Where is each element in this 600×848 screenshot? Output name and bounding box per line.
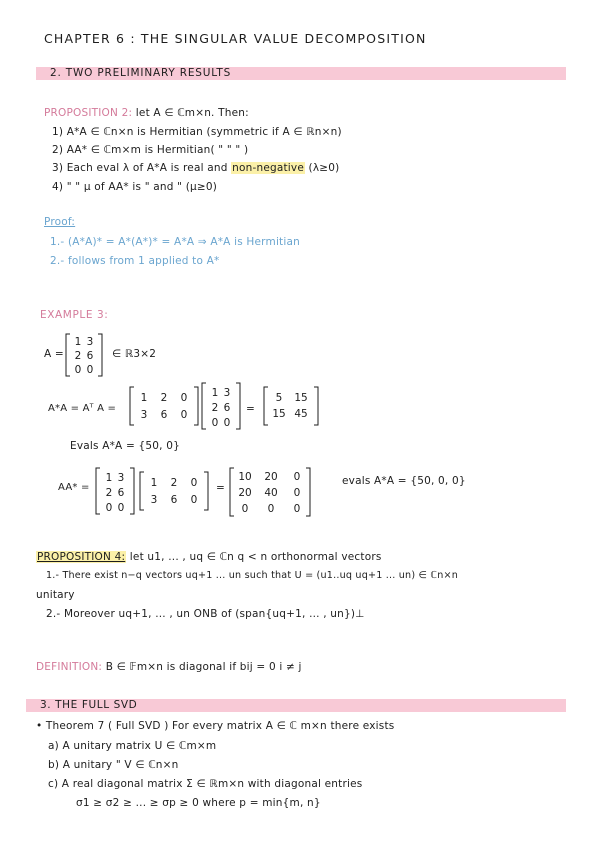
example-3-label: EXAMPLE 3: [40,309,109,321]
matrix-At-copy-entry: 0 [190,477,198,489]
matrix-AtA-entry: 5 [275,392,283,404]
definition [36,661,302,673]
matrix-At [128,383,200,433]
matrix-A-copy-entry: 2 [211,402,219,414]
prop2-item-4: 4) " " μ of AA* is " and " (μ≥0) [52,181,218,193]
matrix-At-entry: 0 [180,392,188,404]
matrix-A-copy-entry: 3 [223,387,231,399]
equals-1: = [246,403,255,415]
AstarA-lhs: A*A = Aᵀ A = [48,403,117,414]
matrix-A-space: ∈ ℝ3×2 [112,348,157,360]
matrix-AAt-entry: 40 [264,487,278,499]
matrix-A-copy [200,381,242,435]
proof-line-2: 2.- follows from 1 applied to A* [50,255,220,267]
proof-label: Proof: [44,216,76,228]
matrix-A-copy-2-entry: 3 [117,472,125,484]
matrix-At-copy-entry: 6 [170,494,178,506]
theorem-line-a: a) A unitary matrix U ∈ ℂm×m [48,740,217,752]
matrix-A-lhs: A = [44,348,64,360]
matrix-At-entry: 2 [160,392,168,404]
prop2-item-1: 1) A*A ∈ ℂn×n is Hermitian (symmetric if A ∈ ℝn×n) [52,126,342,138]
matrix-A-copy-entry: 1 [211,387,219,399]
matrix-AAt-entry: 0 [293,503,301,515]
proposition-2-label: PROPOSITION 2: [44,107,133,119]
matrix-AtA-entry: 15 [272,408,286,420]
definition-label: DEFINITION: [36,661,103,673]
proposition-4 [36,551,382,563]
matrix-A-copy-2-entry: 0 [117,502,125,514]
matrix-A-entry: 0 [86,364,94,376]
matrix-AtA [262,385,320,431]
matrix-AAt-entry: 0 [293,487,301,499]
matrix-At-copy-entry: 3 [150,494,158,506]
prop4-line-1: 1.- There exist n−q vectors uq+1 ... un such that U = (u1..uq uq+1 ... un) ∈ ℂn×n [46,570,459,581]
prop2-item-3-tail: (λ≥0) [308,162,340,174]
prop2-item-2: 2) AA* ∈ ℂm×m is Hermitian( " " " ) [52,144,249,156]
matrix-At-copy [138,468,210,518]
matrix-A-copy-entry: 0 [223,417,231,429]
matrix-A-entry: 0 [74,364,82,376]
theorem-line-b: b) A unitary " V ∈ ℂn×n [48,759,179,771]
proposition-2 [44,107,249,119]
matrix-A-entry: 6 [86,350,94,362]
proposition-4-label: PROPOSITION 4: [37,551,126,563]
matrix-AAt-entry: 10 [238,471,252,483]
matrix-A-copy-entry: 0 [211,417,219,429]
prop4-line-2: 2.- Moreover uq+1, ... , un ONB of (span{uq+1, ... , un})⊥ [46,608,365,620]
proposition-2-intro: let A ∈ ℂm×n. Then: [135,107,249,119]
matrix-At-copy-entry: 1 [150,477,158,489]
section-2-title: 2. TWO PRELIMINARY RESULTS [50,67,232,79]
prop2-item-3-text: 3) Each eval λ of A*A is real and [52,162,228,174]
evals-line-2: evals A*A = {50, 0, 0} [342,475,466,487]
matrix-AAt-entry: 0 [293,471,301,483]
chapter-title: CHAPTER 6 : THE SINGULAR VALUE DECOMPOSITION [44,31,427,46]
matrix-A-copy-2-entry: 0 [105,502,113,514]
non-negative-highlight: non-negative [232,162,304,174]
matrix-At-entry: 6 [160,409,168,421]
matrix-AAt-entry: 20 [238,487,252,499]
matrix-AtA-entry: 45 [294,408,308,420]
matrix-A [64,332,104,382]
section-3-title: 3. THE FULL SVD [40,699,138,711]
matrix-At-entry: 0 [180,409,188,421]
matrix-AAt [228,466,312,522]
definition-text: B ∈ 𝔽m×n is diagonal if bij = 0 i ≠ j [105,661,302,673]
theorem-line-0: • Theorem 7 ( Full SVD ) For every matrix A ∈ ℂ m×n there exists [36,720,395,732]
matrix-A-entry: 3 [86,336,94,348]
matrix-A-copy-2 [94,466,136,520]
matrix-AAt-entry: 0 [267,503,275,515]
equals-2: = [216,482,225,494]
matrix-A-entry: 2 [74,350,82,362]
matrix-At-entry: 1 [140,392,148,404]
theorem-line-c: c) A real diagonal matrix Σ ∈ ℝm×n with diagonal entries [48,778,363,790]
theorem-line-d: σ1 ≥ σ2 ≥ ... ≥ σp ≥ 0 where p = min{m, n} [76,797,321,809]
evals-line-1: Evals A*A = {50, 0} [70,440,180,452]
matrix-A-copy-entry: 6 [223,402,231,414]
matrix-At-entry: 3 [140,409,148,421]
matrix-AAt-entry: 0 [241,503,249,515]
matrix-A-copy-2-entry: 1 [105,472,113,484]
AAstar-lhs: AA* = [58,482,90,493]
proof-line-1: 1.- (A*A)* = A*(A*)* = A*A ⇒ A*A is Hermitian [50,236,300,248]
matrix-A-entry: 1 [74,336,82,348]
matrix-At-copy-entry: 0 [190,494,198,506]
matrix-AtA-entry: 15 [294,392,308,404]
prop4-line-1b: unitary [36,589,75,601]
matrix-A-copy-2-entry: 2 [105,487,113,499]
proposition-4-intro: let u1, ... , uq ∈ ℂn q < n orthonormal vectors [129,551,382,563]
matrix-AAt-entry: 20 [264,471,278,483]
matrix-A-copy-2-entry: 6 [117,487,125,499]
prop2-item-3 [52,162,339,174]
matrix-At-copy-entry: 2 [170,477,178,489]
